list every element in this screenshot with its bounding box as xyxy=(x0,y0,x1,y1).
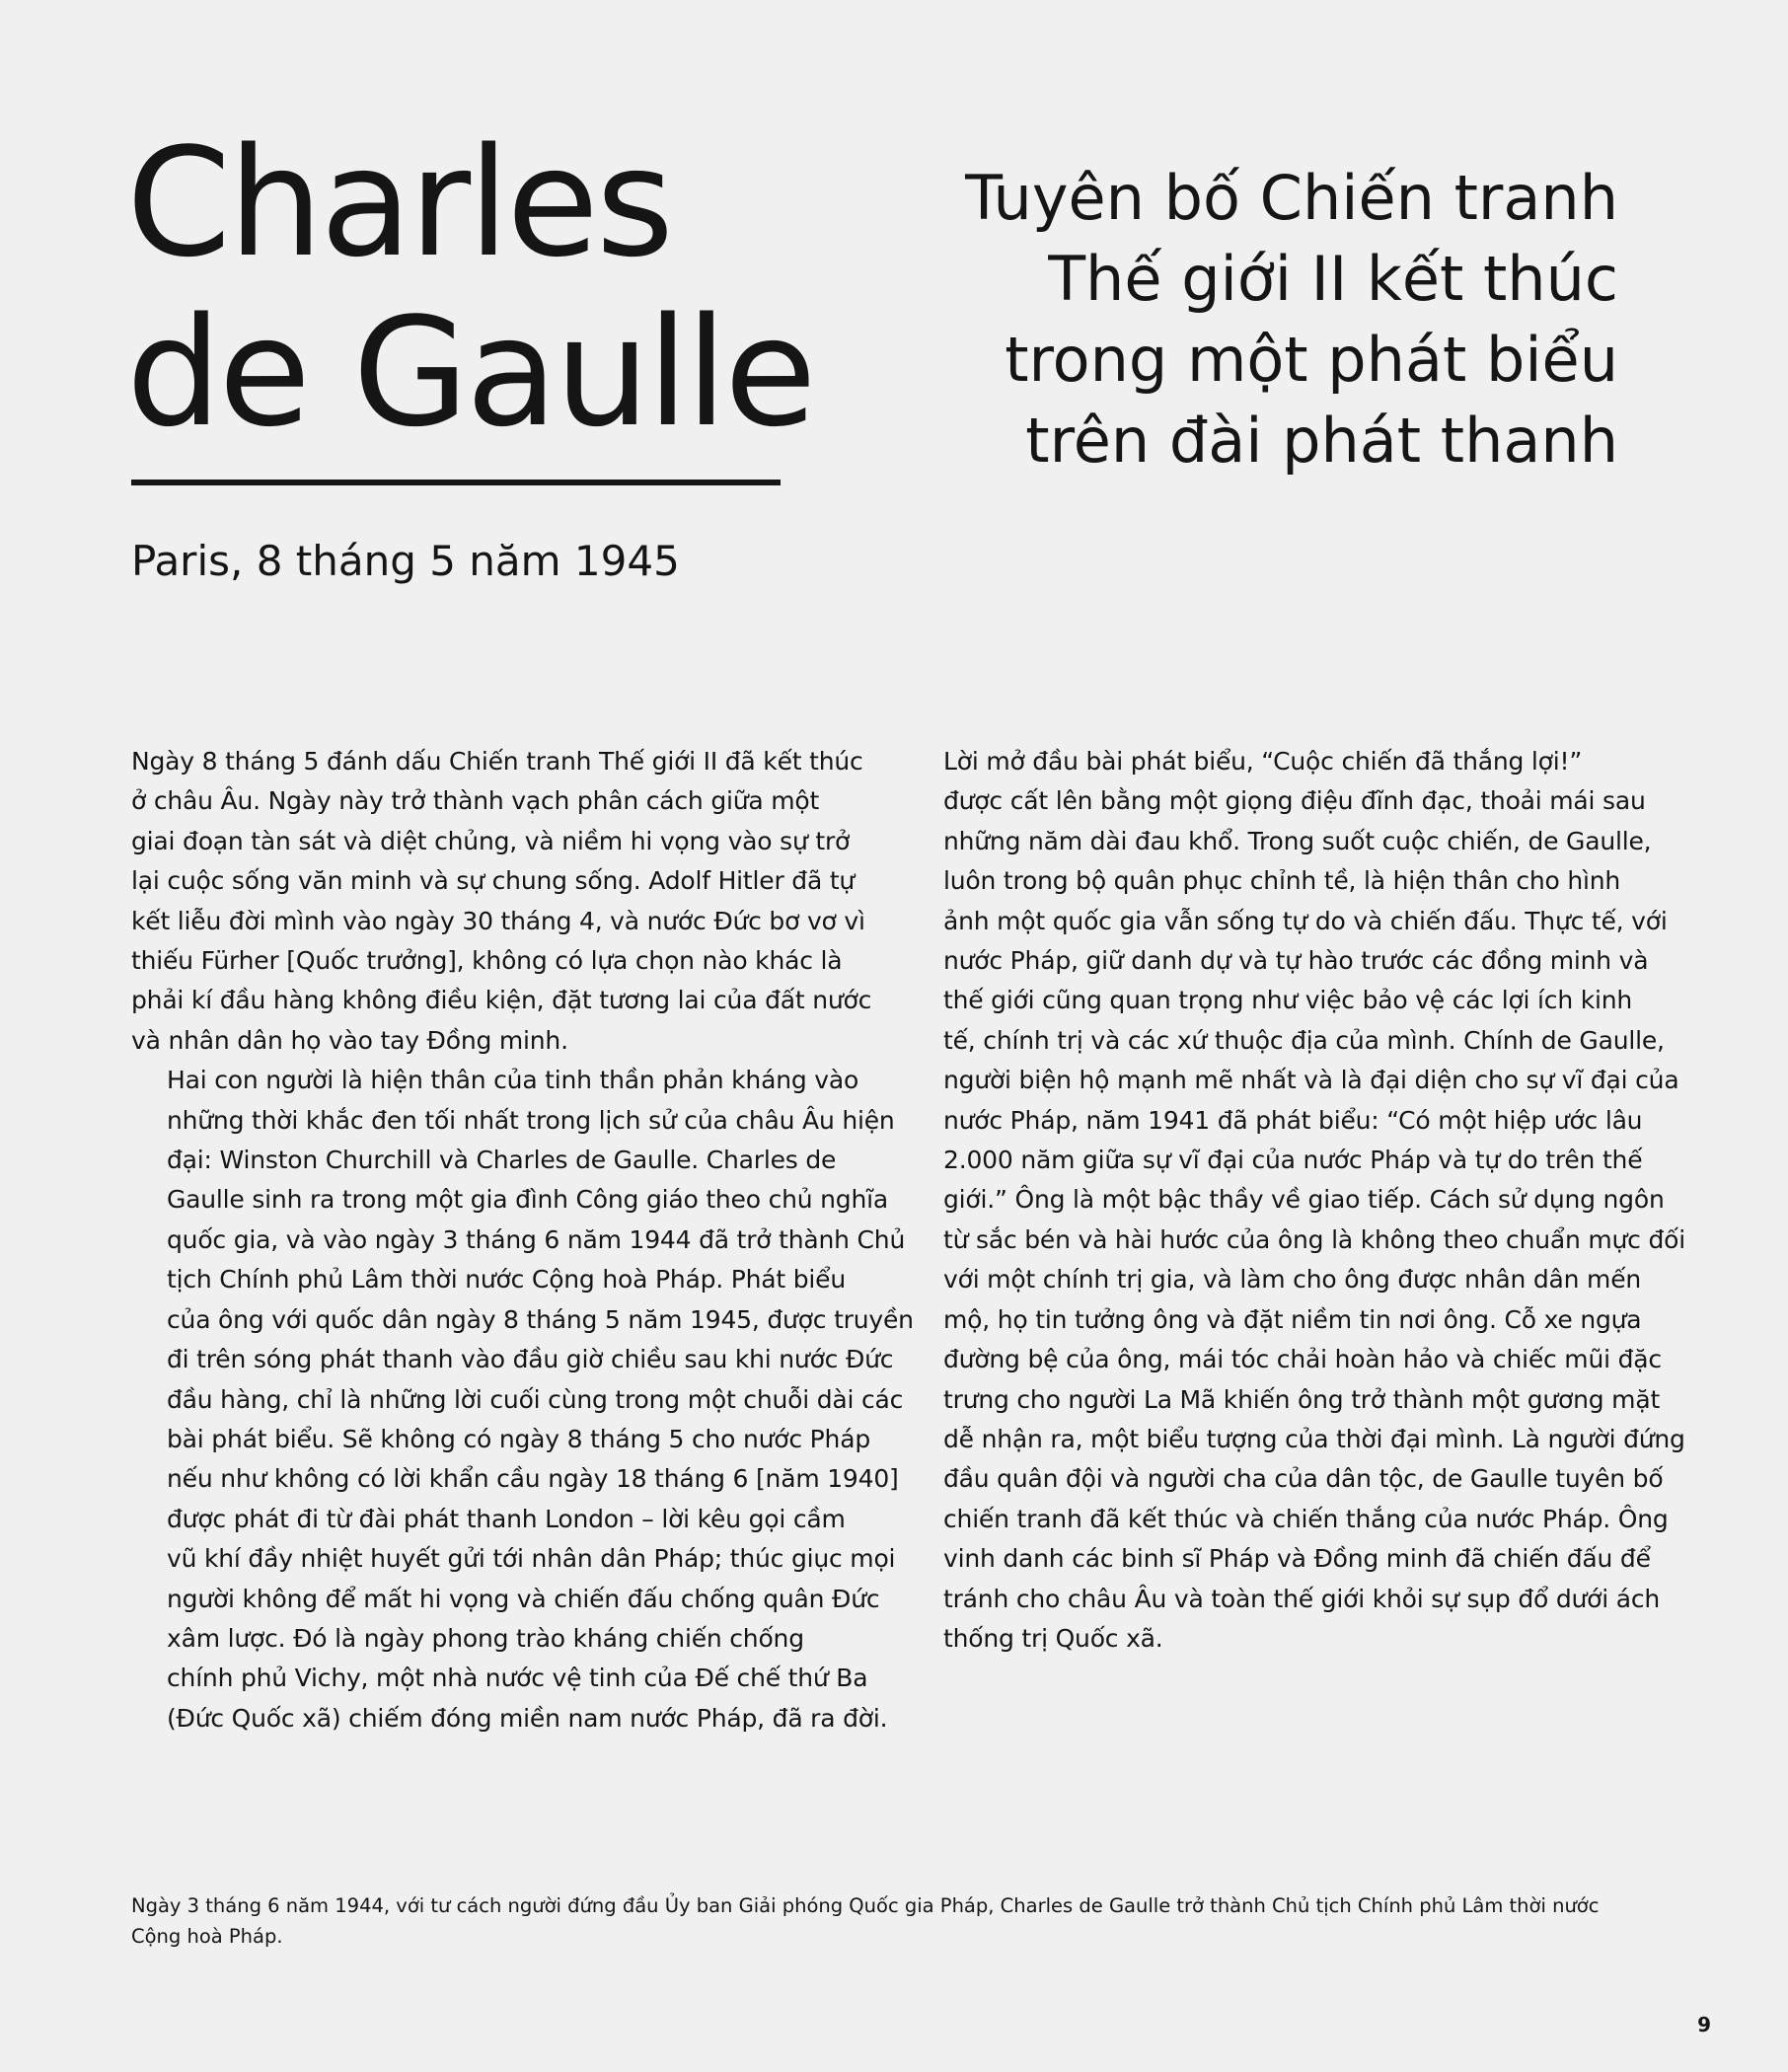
text-line: thống trị Quốc xã. xyxy=(943,1623,1163,1653)
text-line: của ông với quốc dân ngày 8 tháng 5 năm 1945, được truyền xyxy=(167,1304,914,1334)
photo-caption xyxy=(131,1890,1651,1952)
text-line: vũ khí đầy nhiệt huyết gửi tới nhân dân Pháp; thúc giục mọi xyxy=(167,1544,896,1574)
title-divider xyxy=(131,480,781,485)
page-title xyxy=(126,115,817,460)
text-line: giai đoạn tàn sát và diệt chủng, và niềm hi vọng vào sự trở xyxy=(131,826,851,855)
text-line: tế, chính trị và các xứ thuộc địa của mình. Chính de Gaulle, xyxy=(943,1025,1665,1055)
paragraph xyxy=(131,1061,914,1739)
subtitle-line-4: trên đài phát thanh xyxy=(1025,405,1618,477)
text-line: lại cuộc sống văn minh và sự chung sống. Adolf Hitler đã tự xyxy=(131,866,856,896)
subtitle-line-1: Tuyên bố Chiến tranh xyxy=(965,162,1618,234)
text-line: chính phủ Vichy, một nhà nước vệ tinh của Đế chế thứ Ba xyxy=(167,1664,868,1693)
paragraph xyxy=(908,742,1685,1659)
text-line: nếu như không có lời khẩn cầu ngày 18 tháng 6 [năm 1940] xyxy=(167,1464,899,1494)
text-line: bài phát biểu. Sẽ không có ngày 8 tháng 5 cho nước Pháp xyxy=(167,1424,870,1453)
text-line: những thời khắc đen tối nhất trong lịch sử của châu Âu hiện xyxy=(167,1105,895,1135)
dateline: Paris, 8 tháng 5 năm 1945 xyxy=(131,537,680,585)
text-line: Ngày 8 tháng 5 đánh dấu Chiến tranh Thế giới II đã kết thúc xyxy=(131,747,863,776)
title-line-2: de Gaulle xyxy=(126,285,814,460)
subtitle-line-3: trong một phát biểu xyxy=(1005,324,1618,396)
text-line: đường bệ của ông, mái tóc chải hoàn hảo và chiếc mũi đặc xyxy=(943,1345,1662,1374)
title-line-1: Charles xyxy=(126,115,672,290)
text-line: 2.000 năm giữa sự vĩ đại của nước Pháp và tự do trên thế xyxy=(943,1146,1643,1175)
text-line: tịch Chính phủ Lâm thời nước Cộng hoà Pháp. Phát biểu xyxy=(167,1265,846,1295)
subtitle xyxy=(908,158,1618,481)
text-line: từ sắc bén và hài hước của ông là không theo chuẩn mực đối xyxy=(943,1224,1685,1254)
text-line: (Đức Quốc xã) chiếm đóng miền nam nước Pháp, đã ra đời. xyxy=(167,1703,888,1733)
text-line: được cất lên bằng một giọng điệu đĩnh đạc, thoải mái sau xyxy=(943,786,1646,816)
text-line: đầu hàng, chỉ là những lời cuối cùng trong một chuỗi dài các xyxy=(167,1384,904,1414)
text-line: thế giới cũng quan trọng như việc bảo vệ các lợi ích kinh xyxy=(943,986,1633,1015)
text-line: ở châu Âu. Ngày này trở thành vạch phân cách giữa một xyxy=(131,786,820,816)
right-column xyxy=(908,742,1685,1659)
text-line: Gaulle sinh ra trong một gia đình Công giáo theo chủ nghĩa xyxy=(167,1185,888,1215)
text-line: người không để mất hi vọng và chiến đấu chống quân Đức xyxy=(167,1584,880,1613)
left-column xyxy=(131,742,914,1739)
text-line: được phát đi từ đài phát thanh London – lời kêu gọi cầm xyxy=(167,1504,846,1533)
text-line: đầu quân đội và người cha của dân tộc, de Gaulle tuyên bố xyxy=(943,1464,1664,1494)
text-line: và nhân dân họ vào tay Đồng minh. xyxy=(131,1025,568,1055)
text-line: giới.” Ông là một bậc thầy về giao tiếp. Cách sử dụng ngôn xyxy=(943,1185,1665,1215)
text-line: dễ nhận ra, một biểu tượng của thời đại mình. Là người đứng xyxy=(943,1424,1685,1453)
text-line: thiếu Fürher [Quốc trưởng], không có lựa chọn nào khác là xyxy=(131,946,843,976)
paragraph xyxy=(131,742,872,1061)
text-line: quốc gia, và vào ngày 3 tháng 6 năm 1944 đã trở thành Chủ xyxy=(167,1224,906,1254)
text-line: những năm dài đau khổ. Trong suốt cuộc chiến, de Gaulle, xyxy=(943,826,1652,855)
subtitle-line-2: Thế giới II kết thúc xyxy=(1048,243,1618,315)
text-line: nước Pháp, giữ danh dự và tự hào trước các đồng minh và xyxy=(943,946,1649,976)
text-line: kết liễu đời mình vào ngày 30 tháng 4, và nước Đức bơ vơ vì xyxy=(131,906,865,935)
text-line: chiến tranh đã kết thúc và chiến thắng của nước Pháp. Ông xyxy=(943,1504,1669,1533)
text-line: mộ, họ tin tưởng ông và đặt niềm tin nơi ông. Cỗ xe ngựa xyxy=(943,1304,1642,1334)
text-line: vinh danh các binh sĩ Pháp và Đồng minh đã chiến đấu để xyxy=(943,1544,1651,1574)
text-line: người biện hộ mạnh mẽ nhất và là đại diện cho sự vĩ đại của xyxy=(943,1066,1679,1095)
caption-line: Cộng hoà Pháp. xyxy=(131,1925,283,1948)
text-line: xâm lược. Đó là ngày phong trào kháng chiến chống xyxy=(167,1623,804,1653)
text-line: Hai con người là hiện thân của tinh thần phản kháng vào xyxy=(167,1066,859,1095)
caption-line: Ngày 3 tháng 6 năm 1944, với tư cách người đứng đầu Ủy ban Giải phóng Quốc gia Pháp, Charles de Gaulle trở thành Chủ tịch Chính phủ Lâm thời nước xyxy=(131,1894,1600,1917)
text-line: trưng cho người La Mã khiến ông trở thành một gương mặt xyxy=(943,1384,1661,1414)
text-line: ảnh một quốc gia vẫn sống tự do và chiến đấu. Thực tế, với xyxy=(943,906,1668,935)
text-line: tránh cho châu Âu và toàn thế giới khỏi sự sụp đổ dưới ách xyxy=(943,1584,1661,1613)
text-line: đi trên sóng phát thanh vào đầu giờ chiều sau khi nước Đức xyxy=(167,1345,894,1374)
text-line: Lời mở đầu bài phát biểu, “Cuộc chiến đã thắng lợi!” xyxy=(943,747,1583,776)
text-line: luôn trong bộ quân phục chỉnh tề, là hiện thân cho hình xyxy=(943,866,1621,896)
text-line: phải kí đầu hàng không điều kiện, đặt tương lai của đất nước xyxy=(131,986,872,1015)
text-line: đại: Winston Churchill và Charles de Gaulle. Charles de xyxy=(167,1146,837,1175)
text-line: nước Pháp, năm 1941 đã phát biểu: “Có một hiệp ước lâu xyxy=(943,1105,1643,1135)
page-number: 9 xyxy=(1697,2013,1711,2036)
text-line: với một chính trị gia, và làm cho ông được nhân dân mến xyxy=(943,1265,1642,1295)
